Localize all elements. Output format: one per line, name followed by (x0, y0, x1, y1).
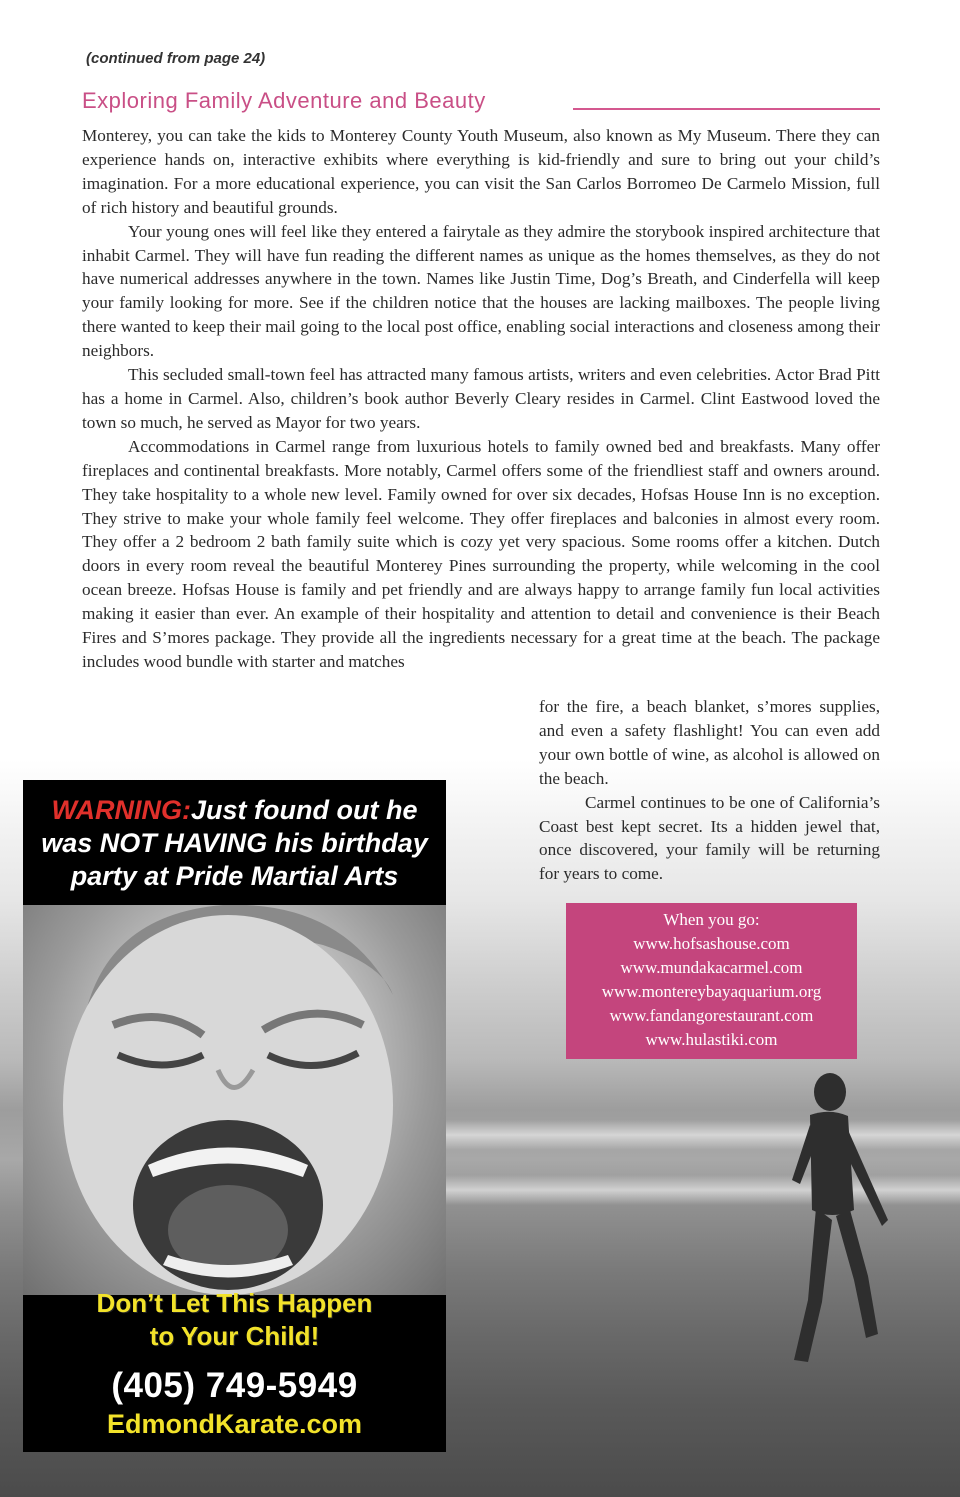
article-body (82, 124, 880, 674)
article-paragraph: This secluded small-town feel has attracted many famous artists, writers and even celebrities. Actor Brad Pitt has a home in Carmel. Also, children’s book author Beverly Cleary resides in Carmel. Clint Eastwood loved the town so much, he served as Mayor for two years. (82, 365, 880, 432)
screaming-child-photo (23, 905, 446, 1295)
article-paragraph: Accommodations in Carmel range from luxurious hotels to family owned bed and breakfasts. Many offer fireplaces and continental breakfasts. More notably, Carmel offers some of the friendliest staff and owners around. They take hospitality to a whole new level. Family owned for over six decades, Hofsas House Inn is no exception. They strive to make your whole family feel welcome. They offer fireplaces and balconies in almost every room. They offer a 2 bedroom 2 bath family suite which is cozy yet very spacious. Some rooms offer a kitchen. Dutch doors in every room reveal the beautiful Monterey Pines surrounding the property, while welcoming in the cool ocean breeze. Hofsas House is family and pet friendly and are always happy to arrange family fun local activities making it easier than ever. An example of their hospitality and attention to detail and convenience is their Beach Fires and S’mores package. They provide all the ingredients necessary for a great time at the beach. The package includes wood bundle with starter and matches (82, 436, 880, 671)
title-rule (573, 108, 880, 110)
article-continuation (539, 695, 880, 886)
when-you-go-link[interactable]: www.mundakacarmel.com (620, 958, 803, 977)
when-you-go-link[interactable]: www.hofsashouse.com (633, 934, 790, 953)
running-child-silhouette (770, 1070, 900, 1370)
when-you-go-link[interactable]: www.hulastiki.com (645, 1030, 778, 1049)
ad-headline-line: was NOT HAVING his birthday (41, 828, 428, 858)
article-paragraph: Monterey, you can take the kids to Monterey County Youth Museum, also known as My Museum. There they can experience hands on, interactive exhibits where everything is kid-friendly and sure to bring out your child’s imagination. For a more educational experience, you can visit the San Carlos Borromeo De Carmelo Mission, full of rich history and beautiful grounds. (82, 126, 880, 217)
article-paragraph: Your young ones will feel like they entered a fairytale as they admire the storybook inspired architecture that inhabit Carmel. They will have fun reading the different names as unique as the homes themselves, as they do not have numerical addresses anywhere in the town. Names like Justin Time, Dog’s Breath, and Cinderfella will keep your family looking for more. See if the children notice that the houses are lacking mailboxes. The people living there wanted to keep their mail going to the local post office, enabling social interactions and closeness among their neighbors. (82, 221, 880, 361)
ad-website-link[interactable]: EdmondKarate.com (106, 1409, 363, 1439)
when-you-go-heading: When you go: (663, 910, 760, 929)
ad-headline (23, 794, 446, 893)
ad-headline-line: party at Pride Martial Arts (70, 861, 399, 891)
section-title: Exploring Family Adventure and Beauty (82, 88, 486, 113)
when-you-go-link[interactable]: www.montereybayaquarium.org (601, 982, 822, 1001)
ad-warning: WARNING: (51, 795, 191, 825)
article-paragraph: Carmel continues to be one of California’s Coast best kept secret. Its a hidden jewel that, once discovered, your family will be returning for years to come. (539, 792, 880, 884)
article-paragraph: for the fire, a beach blanket, s’mores supplies, and even a safety flashlight! You can even add your own bottle of wine, as alcohol is allowed on the beach. (539, 697, 880, 788)
continued-note: (continued from page 24) (86, 50, 266, 67)
ad-tagline-line: Don’t Let This Happen (96, 1288, 373, 1318)
ad-tagline (23, 1287, 446, 1353)
ad-phone-number[interactable]: (405) 749-5949 (111, 1366, 358, 1405)
when-you-go-box (566, 903, 857, 1059)
ad-headline-line: Just found out he (191, 795, 418, 825)
when-you-go-link[interactable]: www.fandangorestaurant.com (609, 1006, 814, 1025)
ad-tagline-line: to Your Child! (149, 1321, 320, 1351)
karate-advertisement[interactable] (23, 780, 446, 1452)
